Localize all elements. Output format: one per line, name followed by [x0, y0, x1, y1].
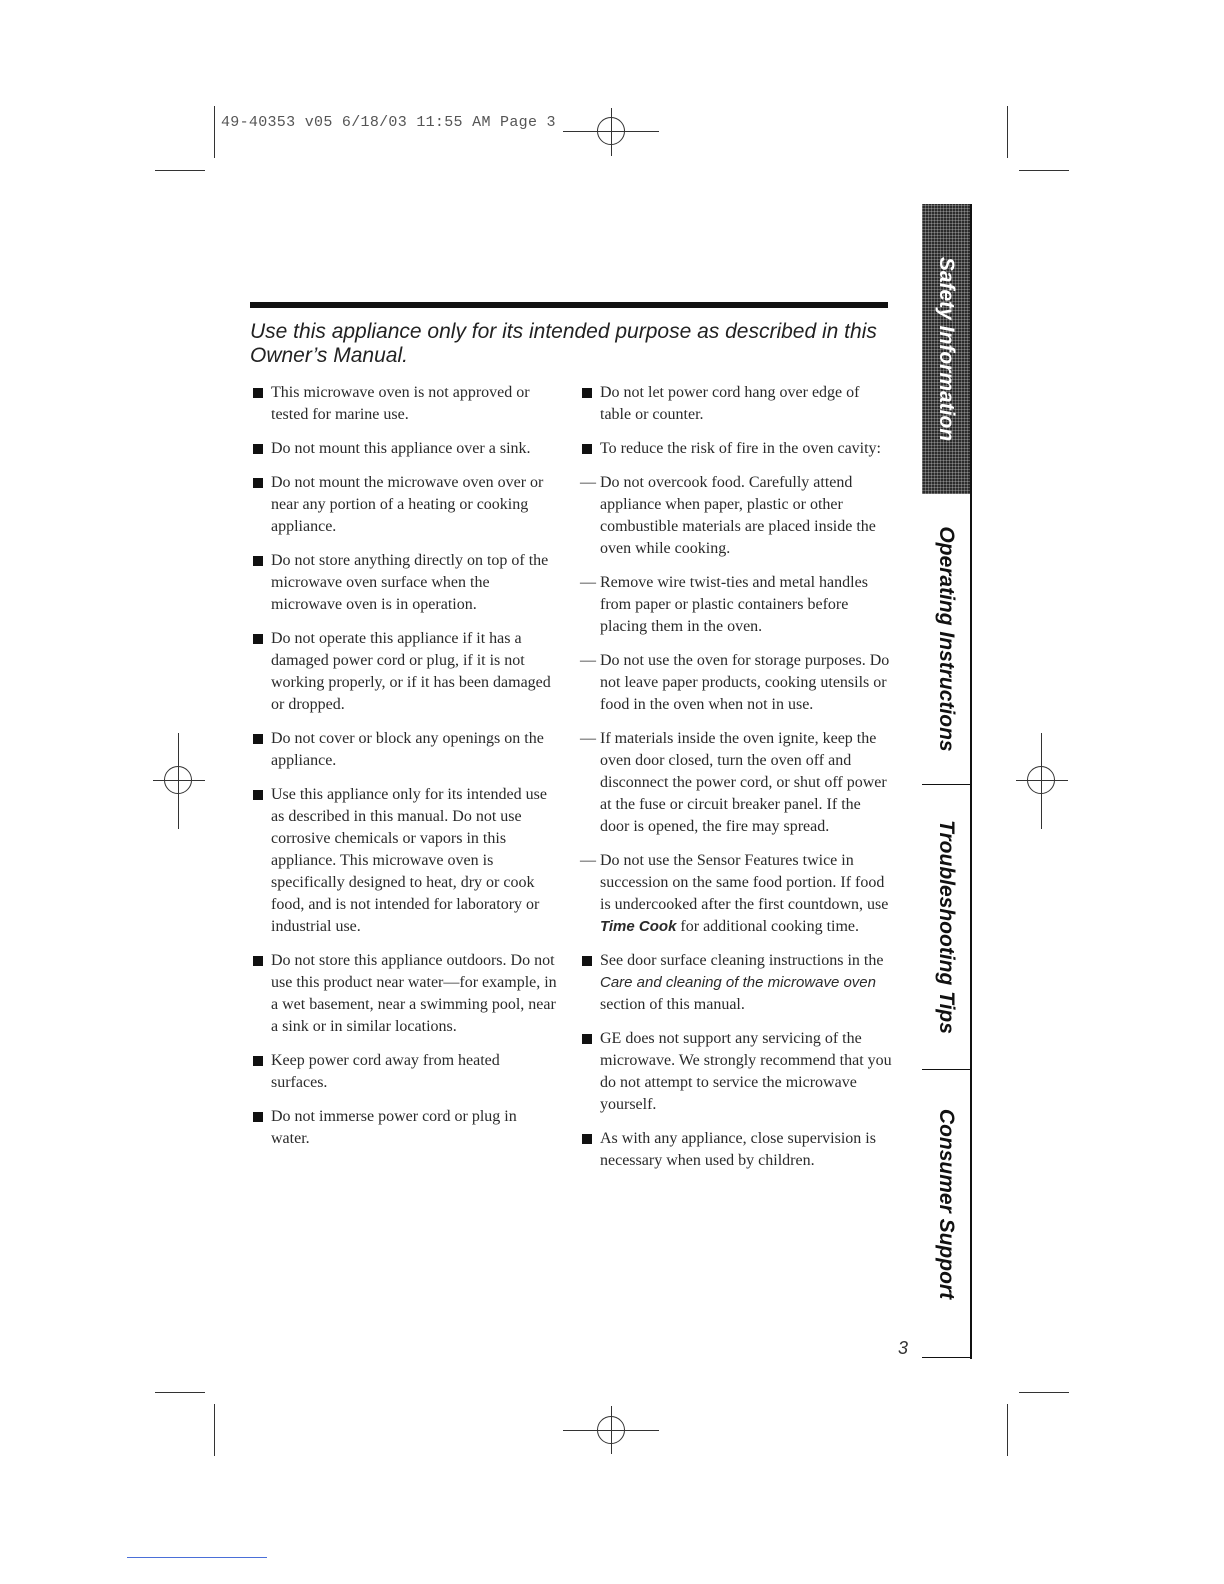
list-item: See door surface cleaning instructions in the Care and cleaning of the microwave oven section of this manual. — [582, 950, 892, 1016]
list-item: To reduce the risk of fire in the oven cavity: — [582, 438, 892, 460]
list-item: As with any appliance, close supervision is necessary when used by children. — [582, 1128, 892, 1172]
tab-consumer-support[interactable]: Consumer Support — [935, 1108, 958, 1300]
dash-icon: — — [580, 474, 596, 491]
list-item: Use this appliance only for its intended use as described in this manual. Do not use corrosive chemicals or vapors in this appliance. This microwave oven is specifically designed to heat, dry or cook food, and is not intended for laboratory or industrial use. — [253, 784, 558, 938]
tab-safety-information[interactable]: Safety Information — [922, 204, 970, 494]
section-tabs — [922, 204, 972, 1359]
sub-item: — If materials inside the oven ignite, keep the oven door closed, turn the oven off and disconnect the power cord, or shut off power at the fuse or circuit breaker panel. If the door is opened, the fire may spread. — [580, 730, 887, 835]
square-bullet-icon — [253, 556, 263, 566]
list-item: Do not let power cord hang over edge of table or counter. — [582, 382, 892, 426]
square-bullet-icon — [253, 1112, 263, 1122]
list-item: Do not cover or block any openings on the appliance. — [253, 728, 558, 772]
list-item: Do not mount this appliance over a sink. — [253, 438, 558, 460]
dash-icon: — — [580, 652, 596, 669]
left-column — [253, 382, 558, 1162]
list-item: Do not store anything directly on top of the microwave oven surface when the microwave oven is in operation. — [253, 550, 558, 616]
list-item: Do not store this appliance outdoors. Do not use this product near water—for example, in a wet basement, near a swimming pool, near a sink or in similar locations. — [253, 950, 558, 1038]
square-bullet-icon — [253, 956, 263, 966]
time-cook-term: Time Cook — [600, 918, 677, 935]
sub-item: — Do not use the Sensor Features twice in succession on the same food portion. If food is undercooked after the first countdown, use Time Cook for additional cooking time. — [580, 852, 889, 935]
right-column — [582, 382, 892, 1184]
list-item: GE does not support any servicing of the microwave. We strongly recommend that you do not attempt to service the microwave yourself. — [582, 1028, 892, 1116]
square-bullet-icon — [582, 444, 592, 454]
intro-heading: Use this appliance only for its intended purpose as described in this Owner’s Manual. — [250, 320, 877, 367]
square-bullet-icon — [253, 634, 263, 644]
tab-operating-instructions[interactable]: Operating Instructions — [935, 526, 958, 752]
list-item: Do not operate this appliance if it has a damaged power cord or plug, if it is not working properly, or if it has been damaged or dropped. — [253, 628, 558, 716]
dash-icon: — — [580, 730, 596, 747]
square-bullet-icon — [253, 444, 263, 454]
square-bullet-icon — [253, 790, 263, 800]
square-bullet-icon — [253, 478, 263, 488]
square-bullet-icon — [582, 1034, 592, 1044]
list-item: This microwave oven is not approved or tested for marine use. — [253, 382, 558, 426]
header-rule — [250, 302, 888, 308]
tab-divider — [922, 1357, 970, 1358]
square-bullet-icon — [253, 1056, 263, 1066]
scan-underline — [127, 1557, 267, 1558]
square-bullet-icon — [253, 388, 263, 398]
page-number: 3 — [898, 1338, 909, 1358]
square-bullet-icon — [582, 1134, 592, 1144]
sub-item: — Do not overcook food. Carefully attend appliance when paper, plastic or other combustible materials are placed inside the oven while cooking. — [580, 474, 876, 557]
list-item: Do not mount the microwave oven over or near any portion of a heating or cooking appliance. — [253, 472, 558, 538]
dash-icon: — — [580, 574, 596, 591]
list-item: Keep power cord away from heated surfaces. — [253, 1050, 558, 1094]
sub-item: — Do not use the oven for storage purposes. Do not leave paper products, cooking utensils or food in the oven when not in use. — [580, 652, 890, 713]
tab-troubleshooting-tips[interactable]: Troubleshooting Tips — [935, 819, 958, 1034]
sub-item: — Remove wire twist-ties and metal handles from paper or plastic containers before placing them in the oven. — [580, 574, 868, 635]
print-slug: 49-40353 v05 6/18/03 11:55 AM Page 3 — [221, 114, 556, 131]
square-bullet-icon — [582, 388, 592, 398]
square-bullet-icon — [582, 956, 592, 966]
dash-icon: — — [580, 852, 596, 869]
list-item: Do not immerse power cord or plug in water. — [253, 1106, 558, 1150]
square-bullet-icon — [253, 734, 263, 744]
care-section-reference: Care and cleaning of the microwave oven — [600, 974, 876, 991]
